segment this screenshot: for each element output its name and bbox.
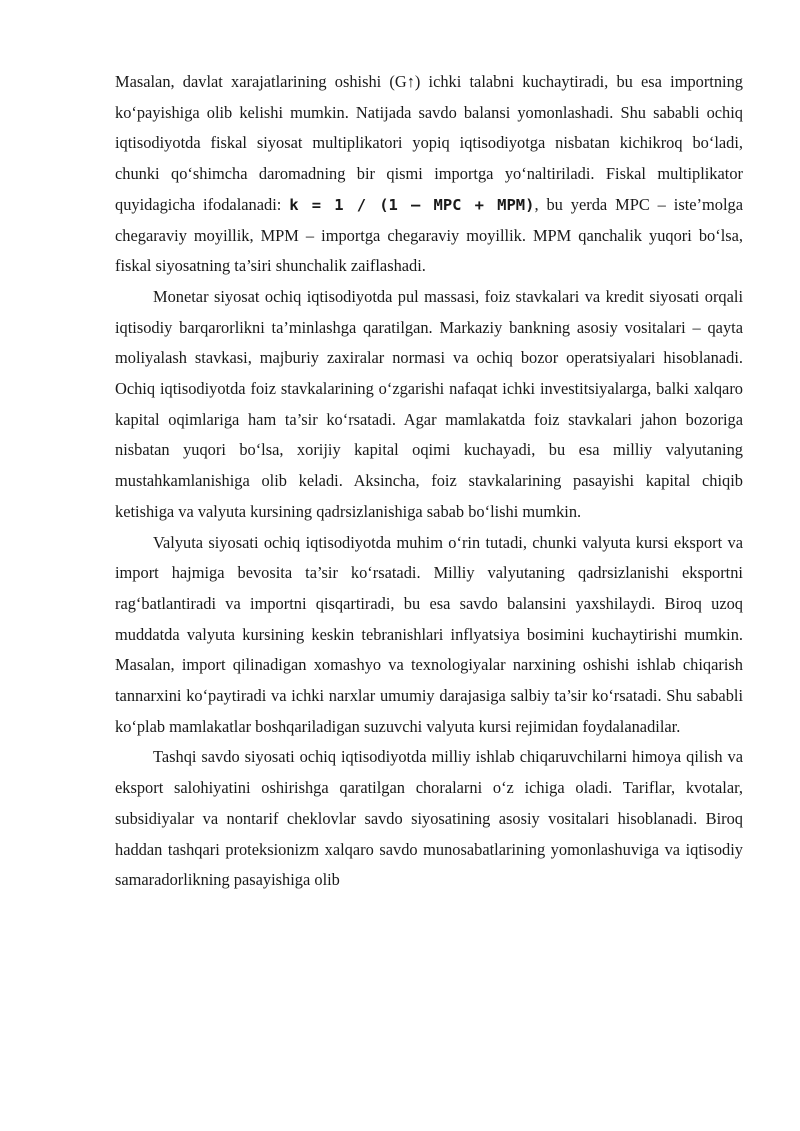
- paragraph-text-before-formula: Masalan, davlat xarajatlarining oshishi (G↑) ichki talabni kuchaytiradi, bu esa importning ko‘payishiga olib kelishi mumkin. Natijada savdo balansi yomonlashadi. Shu sababli ochiq iqtisodiyotda fiskal siyosat multiplikatori yopiq iqtisodiyotga nisbatan kichikroq bo‘ladi, chunki qo‘shimcha daromadning bir qismi importga yo‘naltiriladi. Fiskal multiplikator quyidagicha ifodalanadi:: [115, 72, 743, 214]
- paragraph-text-after-formula: , bu yerda MPC – iste’molga chegaraviy moyillik, MPM – importga chegaraviy moyillik. MPM qanchalik yuqori bo‘lsa, fiskal siyosatning ta’siri shunchalik zaiflashadi.: [115, 194, 743, 276]
- paragraph-monetary-policy: Monetar siyosat ochiq iqtisodiyotda pul massasi, foiz stavkalari va kredit siyosati orqali iqtisodiy barqarorlikni ta’minlashga qaratilgan. Markaziy bankning asosiy vositalari – qayta moliyalash stavkasi, majburiy zaxiralar normasi va ochiq bozor operatsiyalari hisoblanadi. Ochiq iqtisodiyotda foiz stavkalarining o‘zgarishi nafaqat ichki investitsiyalarga, balki xalqaro kapital oqimlariga ham ta’sir ko‘rsatadi. Agar mamlakatda foiz stavkalari jahon bozoriga nisbatan yuqori bo‘lsa, xorijiy kapital oqimi kuchayadi, bu esa milliy valyutaning mustahkamlanishiga olib keladi. Aksincha, foiz stavkalarining pasayishi kapital chiqib ketishiga va valyuta kursining qadrsizlanishiga sabab bo‘lishi mumkin.: [115, 286, 743, 521]
- paragraph-currency-policy: Valyuta siyosati ochiq iqtisodiyotda muhim o‘rin tutadi, chunki valyuta kursi eksport va import hajmiga bevosita ta’sir ko‘rsatadi. Milliy valyutaning qadrsizlanishi eksportni rag‘batlantiradi va importni qisqartiradi, bu esa savdo balansini yaxshilaydi. Biroq uzoq muddatda valyuta kursining keskin tebranishlari inflyatsiya bosimini kuchaytirishi mumkin. Masalan, import qilinadigan xomashyo va texnologiyalar narxining oshishi ishlab chiqarish tannarxini ko‘paytiradi va ichki narxlar umumiy darajasiga salbiy ta’sir ko‘rsatadi. Shu sababli ko‘plab mamlakatlar boshqariladigan suzuvchi valyuta kursi rejimidan foydalanadilar.: [115, 532, 743, 736]
- multiplier-formula: k = 1 / (1 – MPC + MPM): [289, 195, 535, 214]
- paragraph-fiscal-multiplier: [115, 67, 743, 282]
- paragraph-trade-policy: Tashqi savdo siyosati ochiq iqtisodiyotda milliy ishlab chiqaruvchilarni himoya qilish va eksport salohiyatini oshirishga qaratilgan choralarni o‘z ichiga oladi. Tariflar, kvotalar, subsidiyalar va nontarif cheklovlar savdo siyosatining asosiy vositalari hisoblanadi. Biroq haddan tashqari proteksionizm xalqaro savdo munosabatlarining yomonlashuviga va iqtisodiy samaradorlikning pasayishiga olib: [115, 747, 743, 890]
